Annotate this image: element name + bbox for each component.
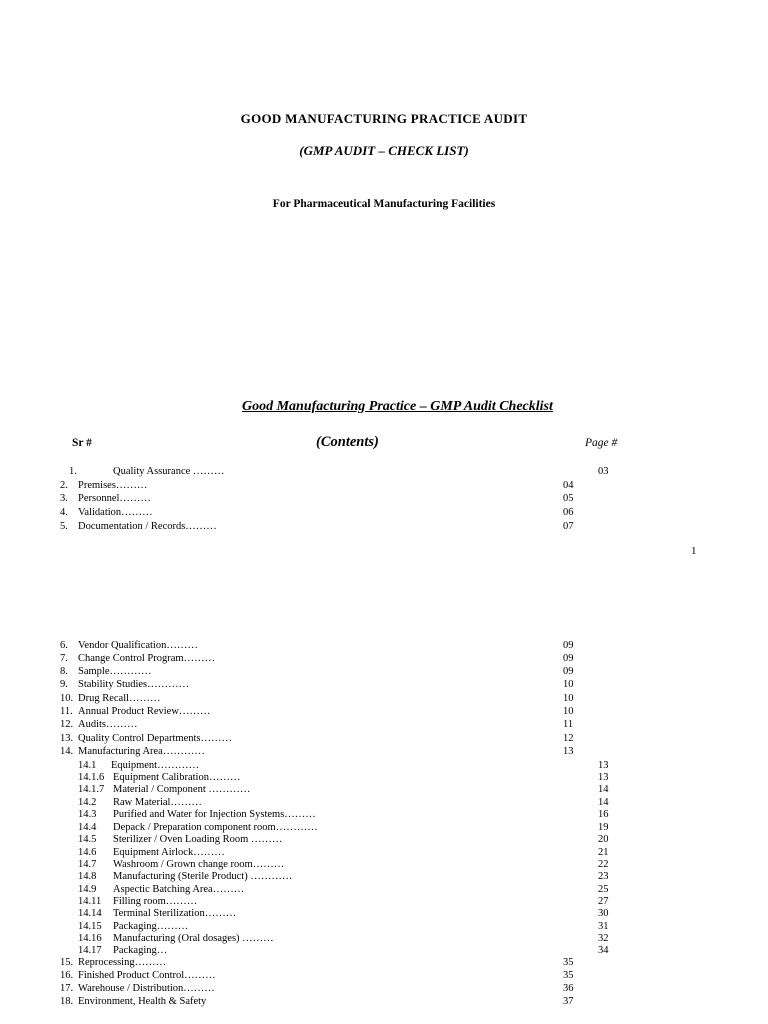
toc-row-label: Filling room……… bbox=[113, 896, 198, 907]
toc-row-label: Personnel……… bbox=[78, 493, 151, 504]
toc-row bbox=[60, 665, 620, 678]
toc-row-number: 14.1.6 bbox=[78, 772, 105, 783]
toc-row-page: 23 bbox=[598, 871, 609, 882]
toc-row bbox=[60, 732, 620, 745]
toc-row-label: Sample………… bbox=[78, 666, 152, 677]
toc-row-number: 8. bbox=[60, 666, 68, 677]
toc-row-number: 14.3 bbox=[78, 809, 97, 820]
toc-row-page: 27 bbox=[598, 896, 609, 907]
toc-row-number: 14.15 bbox=[78, 921, 102, 932]
toc-row-label: Manufacturing Area………… bbox=[78, 746, 205, 757]
toc-row-page: 10 bbox=[563, 693, 574, 704]
toc-row-number: 14.16 bbox=[78, 933, 102, 944]
toc-row-number: 14.17 bbox=[78, 945, 102, 956]
toc-row-number: 14.14 bbox=[78, 908, 102, 919]
toc-row-page: 09 bbox=[563, 666, 574, 677]
toc-row bbox=[60, 982, 620, 995]
toc-row-number: 3. bbox=[60, 493, 68, 504]
toc-row-number: 1. bbox=[69, 466, 77, 477]
toc-row bbox=[60, 718, 620, 731]
toc-row-label: Terminal Sterilization……… bbox=[113, 908, 237, 919]
toc-row-label: Equipment Calibration……… bbox=[113, 772, 241, 783]
toc-subrow bbox=[78, 833, 638, 846]
toc-row-number: 18. bbox=[60, 996, 74, 1007]
toc-row-page: 19 bbox=[598, 822, 609, 833]
toc-subrow bbox=[78, 870, 638, 883]
toc-row bbox=[60, 506, 620, 519]
toc-row-page: 22 bbox=[598, 859, 609, 870]
toc-row bbox=[60, 995, 620, 1008]
toc-row-label: Packaging……… bbox=[113, 921, 189, 932]
toc-row-label: Depack / Preparation component room………… bbox=[113, 822, 318, 833]
toc-row-label: Audits……… bbox=[78, 719, 138, 730]
toc-row-page: 32 bbox=[598, 933, 609, 944]
toc-row-page: 09 bbox=[563, 653, 574, 664]
toc-row-page: 37 bbox=[563, 996, 574, 1007]
contents-label: (Contents) bbox=[316, 434, 379, 450]
toc-row-page: 03 bbox=[598, 466, 609, 477]
toc-row-number: 14.1 bbox=[78, 760, 97, 771]
toc-row-page: 11 bbox=[563, 719, 574, 730]
toc-row-number: 9. bbox=[60, 679, 68, 690]
toc-row-number: 7. bbox=[60, 653, 68, 664]
toc-row-page: 12 bbox=[563, 733, 574, 744]
toc-row-number: 4. bbox=[60, 507, 68, 518]
toc-subrow bbox=[78, 907, 638, 920]
toc-row-number: 14.1.7 bbox=[78, 784, 105, 795]
toc-row-page: 25 bbox=[598, 884, 609, 895]
toc-row-page: 13 bbox=[598, 772, 609, 783]
toc-row-number: 10. bbox=[60, 693, 74, 704]
toc-row-page: 13 bbox=[598, 760, 609, 771]
toc-row-page: 07 bbox=[563, 521, 574, 532]
toc-row-label: Finished Product Control……… bbox=[78, 970, 216, 981]
toc-row-page: 04 bbox=[563, 480, 574, 491]
toc-row-number: 12. bbox=[60, 719, 74, 730]
toc-row-number: 14.8 bbox=[78, 871, 97, 882]
toc-row-page: 34 bbox=[598, 945, 609, 956]
toc-row-page: 09 bbox=[563, 640, 574, 651]
toc-row-label: Stability Studies………… bbox=[78, 679, 190, 690]
page-number: 1 bbox=[691, 545, 697, 557]
toc-row-label: Equipment………… bbox=[111, 760, 200, 771]
toc-row-label: Change Control Program……… bbox=[78, 653, 216, 664]
toc-row-label: Manufacturing (Sterile Product) ………… bbox=[113, 871, 293, 882]
contents-heading: Good Manufacturing Practice – GMP Audit Checklist bbox=[242, 399, 553, 414]
toc-row-label: Raw Material……… bbox=[113, 797, 202, 808]
toc-row-label: Quality Control Departments……… bbox=[78, 733, 232, 744]
toc-row bbox=[60, 652, 620, 665]
document-subtitle: (GMP AUDIT – CHECK LIST) bbox=[299, 143, 469, 158]
toc-row-page: 36 bbox=[563, 983, 574, 994]
toc-row-number: 14.7 bbox=[78, 859, 97, 870]
toc-row-number: 11. bbox=[60, 706, 73, 717]
toc-row-number: 14.2 bbox=[78, 797, 97, 808]
toc-row-page: 14 bbox=[598, 797, 609, 808]
toc-row-page: 13 bbox=[563, 746, 574, 757]
toc-row bbox=[60, 639, 620, 652]
toc-row-number: 6. bbox=[60, 640, 68, 651]
toc-row-label: Packaging… bbox=[113, 945, 168, 956]
toc-row-label: Manufacturing (Oral dosages) ……… bbox=[113, 933, 274, 944]
toc-row-page: 14 bbox=[598, 784, 609, 795]
toc-row bbox=[60, 692, 620, 705]
toc-row-page: 35 bbox=[563, 957, 574, 968]
toc-row-page: 10 bbox=[563, 679, 574, 690]
toc-row-page: 21 bbox=[598, 847, 609, 858]
toc-row bbox=[60, 956, 620, 969]
toc-row-label: Quality Assurance ……… bbox=[113, 466, 225, 477]
toc-row-page: 06 bbox=[563, 507, 574, 518]
toc-row bbox=[69, 465, 629, 478]
toc-row-label: Vendor Qualification……… bbox=[78, 640, 198, 651]
toc-row-label: Validation……… bbox=[78, 507, 153, 518]
toc-row-number: 14.4 bbox=[78, 822, 97, 833]
toc-row-label: Washroom / Grown change room……… bbox=[113, 859, 285, 870]
toc-row-label: Material / Component ………… bbox=[113, 784, 251, 795]
toc-row-number: 16. bbox=[60, 970, 74, 981]
toc-row-page: 31 bbox=[598, 921, 609, 932]
document-scope: For Pharmaceutical Manufacturing Facilities bbox=[272, 198, 496, 210]
toc-row-number: 15. bbox=[60, 957, 74, 968]
toc-row-page: 16 bbox=[598, 809, 609, 820]
toc-row-page: 20 bbox=[598, 834, 609, 845]
toc-row-number: 14.9 bbox=[78, 884, 97, 895]
toc-row-page: 10 bbox=[563, 706, 574, 717]
toc-row-number: 2. bbox=[60, 480, 68, 491]
toc-row-page: 35 bbox=[563, 970, 574, 981]
toc-row-label: Aspectic Batching Area……… bbox=[113, 884, 245, 895]
toc-row-number: 14.5 bbox=[78, 834, 97, 845]
toc-row-number: 14.11 bbox=[78, 896, 102, 907]
toc-row-number: 14.6 bbox=[78, 847, 97, 858]
toc-row bbox=[60, 479, 620, 492]
toc-row-label: Environment, Health & Safety bbox=[78, 996, 207, 1007]
toc-row bbox=[60, 969, 620, 982]
toc-row bbox=[60, 705, 620, 718]
toc-subrow bbox=[78, 808, 638, 821]
toc-row-label: Equipment Airlock……… bbox=[113, 847, 225, 858]
toc-row-label: Premises……… bbox=[78, 480, 148, 491]
toc-row bbox=[60, 520, 620, 533]
toc-row-label: Purified and Water for Injection Systems……… bbox=[113, 809, 316, 820]
toc-row-number: 5. bbox=[60, 521, 68, 532]
page-column-label: Page # bbox=[585, 437, 618, 449]
toc-row-label: Reprocessing……… bbox=[78, 957, 167, 968]
toc-row bbox=[60, 745, 620, 758]
toc-row-number: 13. bbox=[60, 733, 74, 744]
toc-row-page: 30 bbox=[598, 908, 609, 919]
toc-row-label: Documentation / Records……… bbox=[78, 521, 217, 532]
toc-row-label: Drug Recall……… bbox=[78, 693, 161, 704]
toc-row-label: Warehouse / Distribution……… bbox=[78, 983, 215, 994]
toc-row-label: Sterilizer / Oven Loading Room ……… bbox=[113, 834, 283, 845]
toc-subrow bbox=[78, 783, 638, 796]
toc-row-number: 14. bbox=[60, 746, 74, 757]
toc-row bbox=[60, 678, 620, 691]
toc-row-number: 17. bbox=[60, 983, 74, 994]
toc-row bbox=[60, 492, 620, 505]
toc-row-label: Annual Product Review……… bbox=[78, 706, 211, 717]
document-title: GOOD MANUFACTURING PRACTICE AUDIT bbox=[240, 111, 528, 126]
sr-column-label: Sr # bbox=[72, 437, 92, 449]
toc-row-page: 05 bbox=[563, 493, 574, 504]
